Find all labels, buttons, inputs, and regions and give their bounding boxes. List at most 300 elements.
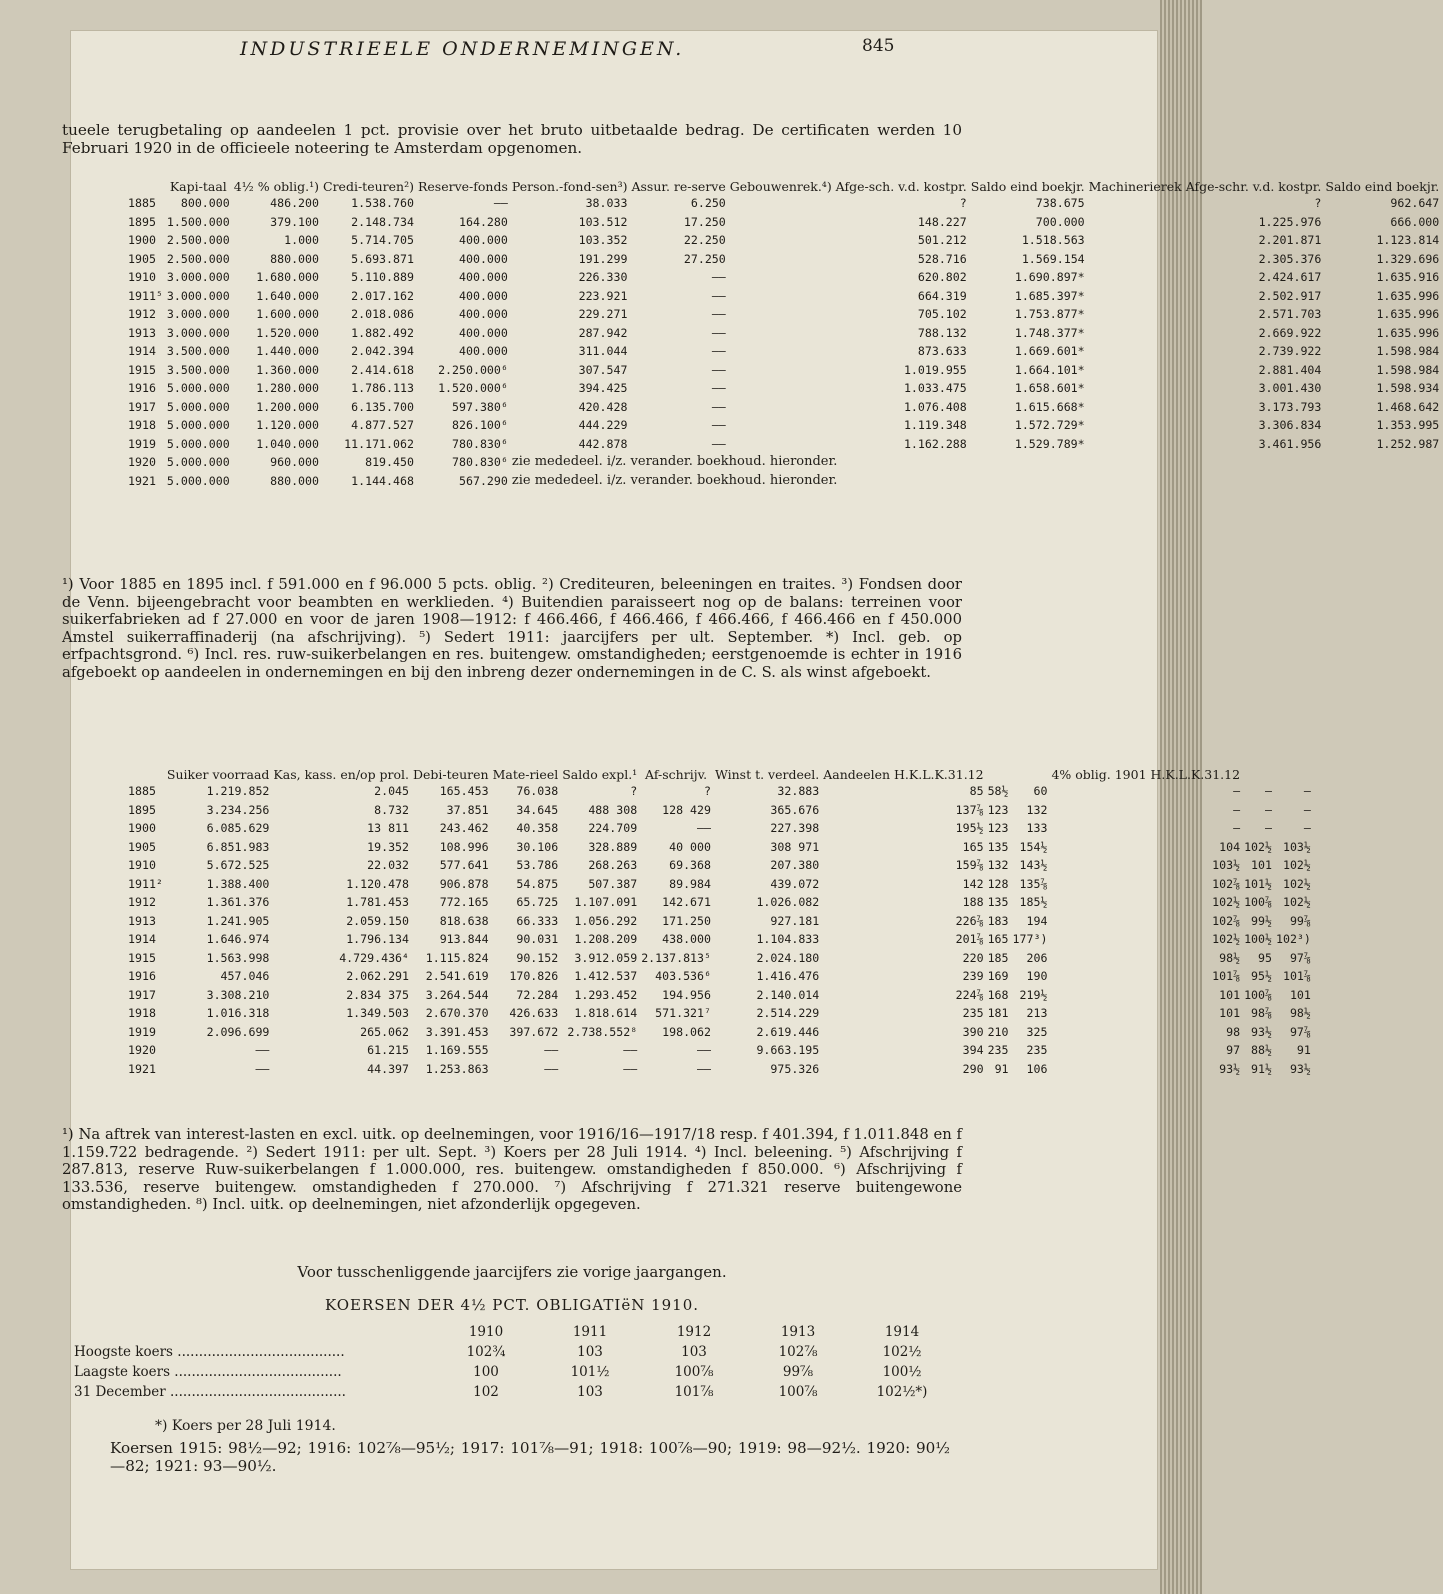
table-row (128, 893, 1315, 912)
table-cell: ? (704, 784, 711, 798)
table-cell: 137⅞ (955, 802, 984, 817)
table-row (128, 838, 1315, 857)
table-cell: 132 (987, 858, 1009, 872)
koersen-note: *) Koers per 28 Juli 1914. (155, 1418, 336, 1434)
table-cell: 1917 (128, 987, 156, 1002)
table-cell: 1.690.897* (1014, 270, 1085, 284)
table-cell: 102½ (1212, 895, 1241, 909)
table-cell: 154½ (1019, 839, 1048, 854)
table-cell: 3.001.430 (1258, 381, 1322, 395)
table-cell: 1.664.101* (1014, 362, 1085, 377)
table-cell: 1.598.934 (1376, 381, 1440, 395)
table-cell: 2.739.922 (1258, 344, 1322, 358)
table-cell: 103½ (1282, 839, 1311, 854)
table-cell: — (1303, 784, 1311, 798)
table-cell: —— (711, 270, 726, 284)
table-cell: 4.729.436⁴ (339, 950, 410, 965)
table-cell: 3.306.834 (1258, 418, 1322, 432)
table-cell: 224.709 (588, 821, 638, 835)
table-cell: —— (711, 436, 726, 451)
table-cell: 1913 (128, 325, 156, 340)
table-cell: 1.360.000 (256, 362, 320, 377)
table-row (128, 912, 1315, 931)
table-cell: 91 (1296, 1043, 1311, 1057)
table-cell: 128 (987, 876, 1009, 891)
table-cell: ? (630, 784, 638, 798)
column-header: Gebouwenrek.⁴) Afge-sch. v.d. kostpr. (729, 179, 967, 194)
table-cell: 1.280.000 (256, 381, 320, 395)
table-cell: 1920 (128, 1043, 156, 1057)
table-cell: 307.547 (578, 362, 628, 377)
table-cell: 1919 (128, 436, 156, 451)
table-cell: 1.056.292 (574, 913, 638, 928)
table-cell: 1.518.563 (1021, 233, 1085, 247)
table-cell: 100½ (1244, 932, 1272, 946)
table-cell: 960.000 (270, 455, 320, 469)
table-cell: 705.102 (917, 307, 967, 321)
table-cell: 1.600.000 (256, 307, 320, 321)
table-cell: 1916 (128, 381, 156, 395)
column-header: Af-schrijv. (645, 767, 708, 782)
table-cell: 220 (962, 950, 984, 965)
table-cell: —— (544, 1061, 559, 1076)
table-cell: 1.120.478 (346, 876, 410, 891)
table-cell: — (1265, 784, 1272, 798)
table-cell: 788.132 (917, 325, 967, 340)
table-cell: 1916 (128, 969, 156, 983)
table-cell: 1.669.601* (1014, 344, 1085, 358)
table-cell: 97⅞ (1289, 1024, 1311, 1039)
table-cell: 100⅞ (1244, 987, 1272, 1002)
table-cell: 379.100 (270, 214, 320, 229)
table-cell: 206 (1026, 950, 1048, 965)
table-cell: 181 (987, 1006, 1009, 1020)
table-cell: 287.942 (578, 325, 628, 340)
table-cell: 44.397 (367, 1061, 410, 1076)
table-cell: 2.414.618 (351, 362, 414, 377)
table-cell: 2.500.000 (166, 251, 230, 266)
table-cell: 1885 (128, 784, 156, 798)
table-cell: 235 (987, 1043, 1009, 1057)
table-cell: 54.875 (516, 876, 559, 891)
table-cell: 1900 (128, 821, 156, 835)
table-cell: 2.024.180 (756, 950, 820, 965)
table-cell: 1.104.833 (756, 932, 820, 946)
table-cell: 2.670.370 (425, 1006, 489, 1020)
table-cell: 53.786 (516, 858, 559, 872)
table-cell: 210 (987, 1024, 1009, 1039)
table-row (128, 986, 1315, 1005)
table-cell: 103.512 (578, 214, 628, 229)
table-cell: 30.106 (516, 839, 559, 854)
koersen-value: 101½ (570, 1364, 610, 1380)
table-cell: 165 (962, 839, 984, 854)
table-cell: 170.826 (509, 969, 559, 983)
table-cell: 38.033 (585, 196, 628, 210)
table-row (128, 875, 1315, 894)
table-cell: —— (544, 1043, 559, 1057)
table-cell: 5.000.000 (166, 473, 230, 488)
table-cell: 194.956 (662, 987, 711, 1002)
table-cell: 102½ (1212, 932, 1241, 946)
table-cell: 177³) (1012, 932, 1048, 946)
table-cell: 2.042.394 (351, 344, 414, 358)
table-cell: 577.641 (439, 858, 489, 872)
table-cell: 103.352 (578, 233, 628, 247)
table-cell: 27.250 (683, 251, 726, 266)
table-cell: 3.461.956 (1258, 436, 1322, 451)
table-cell: 102½ (1244, 839, 1272, 854)
table-cell: 235 (962, 1006, 984, 1020)
table-cell: 2.500.000 (166, 233, 230, 247)
table-cell: 9.663.195 (756, 1043, 820, 1057)
table-cell: 1.500.000 (166, 214, 230, 229)
table-cell: ? (959, 196, 967, 210)
table-cell: 488 308 (588, 802, 638, 817)
column-header: Saldo eind boekjr. (1325, 179, 1440, 194)
table-cell: 400.000 (459, 325, 508, 340)
koersen-value: 102 (473, 1384, 499, 1400)
table-cell: —— (697, 1043, 711, 1057)
koersen-year: 1911 (572, 1324, 608, 1340)
footnotes-2: ¹) Na aftrek van interest-lasten en excl. uitk. op deelnemingen, voor 1916/16—1917/18 resp. f 401.394, f 1.011.848 en f 1.159.722 bedragende. ²) Sedert 1911: per ult. Sept. ³) Koers per 28 Juli 1914. ⁴) Incl. beleening. ⁵) Afschrijving f 287.813, reserve Ruw-suikerbelangen f 1.000.000, res. buitengew. omstandigheden f 850.000. ⁶) Afschrijving f 133.536, reserve buitengew. omstandigheden f 270.000. ⁷) Afschrijving f 271.321 reserve buitengewone omstandigheden. ⁸) Incl. uitk. op deelnemingen, niet afzonderlijk opgegeven. (62, 1126, 962, 1214)
table-cell: 501.212 (917, 233, 967, 247)
table-cell: 664.319 (917, 288, 967, 303)
table-cell: 91 (994, 1061, 1009, 1076)
table-cell: 60 (1033, 784, 1048, 798)
column-header (128, 768, 167, 782)
column-header: Reserve-fonds (417, 179, 508, 194)
table-row (128, 194, 1443, 213)
table-cell: 5.000.000 (166, 455, 230, 469)
table-cell: 1912 (128, 307, 156, 321)
table-cell: 3.173.793 (1258, 399, 1322, 414)
koersen-table (74, 1322, 954, 1402)
table-row (128, 453, 1443, 472)
koersen-row (74, 1382, 954, 1402)
table-cell: 1.019.955 (903, 362, 967, 377)
table-row (128, 398, 1443, 417)
table-cell: 195½ (955, 821, 984, 835)
table-cell: 2.148.734 (351, 214, 414, 229)
koersen-row (74, 1362, 954, 1382)
table-cell: 1.753.877* (1014, 307, 1085, 321)
table-cell: 1.598.984 (1376, 344, 1440, 358)
table-cell: 818.638 (439, 913, 489, 928)
table-cell: 190 (1026, 969, 1048, 983)
table-cell: 104 (1219, 839, 1241, 854)
table-cell: —— (623, 1043, 638, 1057)
table-row (128, 472, 1443, 491)
table-cell: 5.000.000 (166, 381, 230, 395)
table-cell: 3.912.059 (574, 950, 638, 965)
koersen-label: Hoogste koers ....................................... (74, 1344, 345, 1360)
table-cell: ? (1314, 196, 1322, 210)
table-cell: 98 (1226, 1024, 1241, 1039)
table-cell: 2.018.086 (351, 307, 414, 321)
table-cell: 1.646.974 (206, 932, 270, 946)
column-header: Suiker voorraad (166, 767, 270, 782)
table-cell: —— (711, 381, 726, 395)
table-cell: 101 (1219, 1006, 1241, 1020)
table-row (128, 1023, 1315, 1042)
koersen-ranges: Koersen 1915: 98½—92; 1916: 102⅞—95½; 1917: 101⅞—91; 1918: 100⅞—90; 1919: 98—92½. 1920: 90½—82; 1921: 93—90½. (110, 1439, 950, 1475)
table-cell: 442.878 (578, 436, 628, 451)
table-cell: 88½ (1251, 1043, 1272, 1057)
table-cell: 1.123.814 (1376, 233, 1440, 247)
table-cell: 1.107.091 (574, 895, 638, 909)
table-cell: 1.208.209 (574, 932, 638, 946)
table-cell: 165.453 (439, 784, 489, 798)
table-cell: 1915 (128, 950, 156, 965)
column-header (1244, 768, 1276, 782)
column-header: Saldo eind boekjr. (970, 179, 1085, 194)
table-cell: 2.738.552⁸ (567, 1024, 638, 1039)
table-cell: 1.329.696 (1376, 251, 1440, 266)
table-cell: 1.144.468 (351, 473, 414, 488)
table-cell: 76.038 (516, 784, 559, 798)
table-row (128, 213, 1443, 232)
table-cell: 1.162.288 (903, 436, 967, 451)
table-row (128, 1004, 1315, 1023)
table-cell: 3.000.000 (166, 307, 230, 321)
table-row (128, 342, 1443, 361)
table-cell: 880.000 (270, 473, 320, 488)
table-cell: 37.851 (446, 802, 489, 817)
table-cell: 1911⁵ (128, 288, 163, 303)
table-cell: 1.169.555 (425, 1043, 489, 1057)
table-cell: 1.388.400 (206, 876, 270, 891)
table-cell: 5.000.000 (166, 418, 230, 432)
table-row (128, 856, 1315, 875)
table-cell: 439.072 (770, 876, 820, 891)
table-cell: 880.000 (270, 251, 320, 266)
table-cell: 394.425 (578, 381, 628, 395)
table-cell: — (1303, 821, 1311, 835)
table-cell: 219½ (1019, 987, 1048, 1002)
table-row (128, 967, 1315, 986)
table-cell: 1.520.000⁶ (438, 381, 508, 395)
table-cell: 1.640.000 (256, 288, 320, 303)
table-cell: 3.500.000 (166, 362, 230, 377)
table-cell: 2.502.917 (1258, 288, 1322, 303)
table-cell: 2.514.229 (756, 1006, 820, 1020)
table-cell: — (1265, 802, 1272, 817)
table-cell: 224⅞ (955, 987, 984, 1002)
table-row (128, 231, 1443, 250)
table-cell: 2.062.291 (346, 969, 410, 983)
table-cell: 397.672 (509, 1024, 559, 1039)
table-cell: 1.416.476 (756, 969, 820, 983)
column-header: 4% oblig. 1901 H.K.L.K.31.12 (1051, 767, 1241, 782)
table-cell: 207.380 (770, 858, 820, 872)
table-cell: 1.680.000 (256, 270, 320, 284)
table-cell: —— (711, 288, 726, 303)
table-cell: 101 (1289, 987, 1311, 1002)
table-cell: 213 (1026, 1006, 1048, 1020)
table-cell: 457.046 (220, 969, 270, 983)
koersen-year: 1912 (676, 1324, 712, 1340)
table-cell: 1910 (128, 858, 156, 872)
table-cell: 390 (962, 1024, 984, 1039)
table-cell: 738.675 (1035, 196, 1085, 210)
table-cell: 128 429 (662, 802, 711, 817)
table-cell: 1910 (128, 270, 156, 284)
koersen-value: 100½ (882, 1364, 922, 1380)
table-cell: 3.308.210 (206, 987, 270, 1002)
table-cell: 780.830⁶ (452, 455, 508, 469)
table-cell: zie mededeel. i/z. verander. boekhoud. hieronder. (511, 454, 838, 469)
koersen-years-row (74, 1322, 954, 1342)
table-cell: 325 (1026, 1024, 1048, 1039)
table-cell: 101⅞ (1282, 969, 1311, 983)
table-cell: —— (711, 325, 726, 340)
table-cell: 400.000 (459, 344, 508, 358)
table-cell: 101½ (1244, 876, 1272, 891)
table-cell: 102⅞ (1212, 876, 1241, 891)
table-cell: 826.100⁶ (452, 418, 508, 432)
table-cell: 597.380⁶ (452, 399, 508, 414)
table-cell: 108.996 (439, 839, 489, 854)
table-cell: 235 (1026, 1043, 1048, 1057)
table-cell: 97 (1226, 1043, 1241, 1057)
table-header-row (128, 768, 1315, 782)
table-cell: 426.633 (509, 1006, 559, 1020)
table-cell: 2.541.619 (425, 969, 489, 983)
table-cell: 5.000.000 (166, 436, 230, 451)
table-cell: 5.110.889 (351, 270, 414, 284)
table-cell: 1.748.377* (1014, 325, 1085, 340)
table-cell: 85 (969, 784, 984, 798)
financial-table-2 (128, 768, 1315, 1078)
table-cell: —— (255, 1043, 270, 1057)
table-cell: 169 (987, 969, 1009, 983)
table-cell: 444.229 (578, 418, 628, 432)
column-header: Debi-teuren (413, 767, 489, 782)
table-cell: 102⅞ (1212, 913, 1241, 928)
table-cell: 1914 (128, 932, 156, 946)
table-cell: 1.615.668* (1014, 399, 1085, 414)
table-cell: 132 (1026, 802, 1048, 817)
table-cell: 6.250 (690, 196, 726, 210)
table-cell: 1.529.789* (1014, 436, 1085, 451)
table-cell: 102³) (1275, 932, 1311, 946)
table-cell: 265.062 (360, 1024, 410, 1039)
table-cell: 95 (1258, 950, 1272, 965)
table-cell: 4.877.527 (351, 418, 414, 432)
koersen-value: 103 (577, 1344, 603, 1360)
table-cell: 40.358 (516, 821, 559, 835)
table-cell: 1921 (128, 1061, 156, 1076)
koersen-label: Laagste koers ....................................... (74, 1364, 342, 1380)
table-cell: 403.536⁶ (655, 969, 711, 983)
table-cell: 1905 (128, 839, 156, 854)
table-cell: 1.538.760 (351, 196, 414, 210)
table-cell: 1.219.852 (206, 784, 270, 798)
koersen-value: 101⅞ (674, 1384, 714, 1400)
table-cell: 5.672.525 (206, 858, 270, 872)
table-cell: 1918 (128, 418, 156, 432)
table-cell: 6.135.700 (351, 399, 414, 414)
table-cell: 226.330 (578, 270, 628, 284)
table-cell: 191.299 (578, 251, 628, 266)
table-cell: 1.349.503 (346, 1006, 410, 1020)
table-cell: 772.165 (439, 895, 489, 909)
table-cell: —— (697, 821, 711, 835)
table-cell: 66.333 (516, 913, 559, 928)
table-cell: 100⅞ (1244, 895, 1272, 909)
table-cell: 1921 (128, 473, 156, 488)
table-cell: 1.241.905 (206, 913, 270, 928)
table-cell: 1.563.998 (206, 950, 270, 965)
table-cell: 1.361.376 (206, 895, 270, 909)
table-cell: 123 (987, 802, 1009, 817)
column-header (988, 768, 1013, 782)
table-cell: 93½ (1289, 1061, 1311, 1076)
table-cell: 3.000.000 (166, 270, 230, 284)
table-cell: 159⅞ (955, 858, 984, 872)
table-cell: 133 (1026, 821, 1048, 835)
table-cell: 1918 (128, 1006, 156, 1020)
column-header: Machinerierek Afge-schr. v.d. kostpr. (1088, 179, 1322, 194)
table-cell: 507.387 (588, 876, 638, 891)
table-cell: 800.000 (180, 196, 230, 210)
column-header: 4½ % oblig.¹) (233, 179, 320, 194)
table-cell: 2.571.703 (1258, 307, 1322, 321)
table-cell: —— (623, 1061, 638, 1076)
intermediate-note: Voor tusschenliggende jaarcijfers zie vorige jaargangen. (297, 1263, 727, 1281)
table-cell: 101 (1219, 987, 1241, 1002)
table-cell: 1.685.397* (1014, 288, 1085, 303)
table-cell: 227.398 (770, 821, 820, 835)
table-cell: 2.140.014 (756, 987, 820, 1002)
table-cell: 143½ (1019, 858, 1048, 872)
table-cell: zie mededeel. i/z. verander. boekhoud. hieronder. (511, 472, 838, 488)
koersen-year: 1914 (884, 1324, 920, 1340)
koersen-value: 103 (577, 1384, 603, 1400)
table-cell: 19.352 (367, 839, 410, 854)
table-cell: 2.881.404 (1258, 362, 1322, 377)
table-cell: 620.802 (917, 270, 967, 284)
koersen-value: 102½ (882, 1344, 922, 1360)
table-cell: 1.882.492 (351, 325, 414, 340)
table-cell: 3.000.000 (166, 325, 230, 340)
table-cell: 400.000 (459, 270, 508, 284)
table-cell: 1.033.475 (903, 381, 967, 395)
table-cell: 2.250.000⁶ (438, 362, 508, 377)
table-cell: 185½ (1019, 895, 1048, 909)
koersen-spacer (74, 1322, 434, 1342)
table-row (128, 416, 1443, 435)
table-cell: 1.635.996 (1376, 325, 1440, 340)
table-cell: 98⅞ (1251, 1006, 1272, 1020)
table-cell: 135 (987, 895, 1009, 909)
table-cell: 2.619.446 (756, 1024, 820, 1039)
table-cell: 11.171.062 (344, 436, 414, 451)
table-cell: 1.200.000 (256, 399, 320, 414)
koersen-value: 102¾ (466, 1344, 506, 1360)
table-cell: 927.181 (770, 913, 820, 928)
table-cell: 90.031 (516, 932, 559, 946)
table-cell: 3.264.544 (425, 987, 489, 1002)
table-cell: 22.250 (683, 233, 726, 247)
table-cell: 2.137.813⁵ (641, 950, 711, 965)
page-header: INDUSTRIEELE ONDERNEMINGEN. (240, 38, 685, 60)
table-cell: —— (255, 1061, 270, 1076)
table-cell: 420.428 (578, 399, 628, 414)
table-cell: —— (711, 307, 726, 321)
table-cell: 1.635.996 (1376, 288, 1440, 303)
